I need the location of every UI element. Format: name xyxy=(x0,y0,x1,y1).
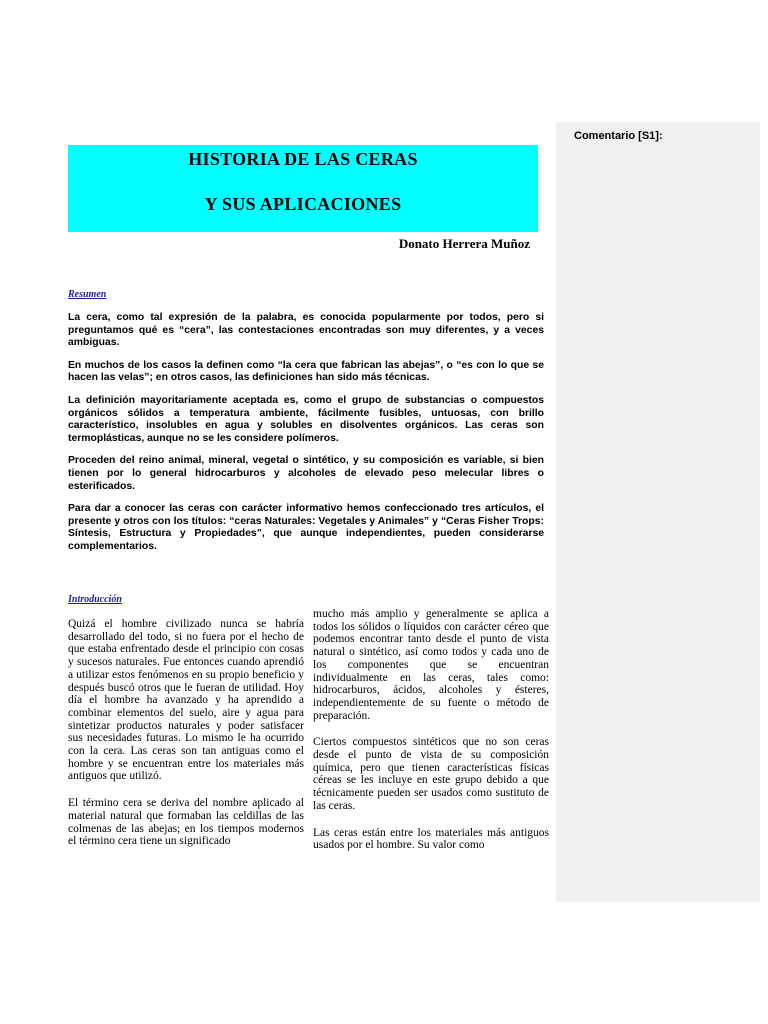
abstract-paragraph: Proceden del reino animal, mineral, vegetal o sintético, y su composición es variable, si bien tienen por lo general hidrocarburos y alcoholes de elevado peso melecular libres o esterificados. xyxy=(68,455,544,492)
title-box xyxy=(68,145,538,232)
comment-title: Comentario [S1]: xyxy=(574,130,663,142)
author-name: Donato Herrera Muñoz xyxy=(398,236,530,251)
abstract-paragraph: Para dar a conocer las ceras con carácter informativo hemos confeccionado tres artículos, el presente y otros con los títulos: “ceras Naturales: Vegetales y Animales” y “Ceras Fisher Trops: Síntesis, Estructura y Propiedades”, que aunque independientes, pueden considerarse complementarios. xyxy=(68,503,544,552)
abstract-body xyxy=(68,312,544,564)
abstract-paragraph: La definición mayoritariamente aceptada es, como el grupo de substancias o compuestos orgánicos sólidos a temperatura ambiente, fácilmente fusibles, untuosas, con brillo característico, insolubles en agua y solubles en disolventes orgánicos. Las ceras son termoplásticas, aunque no se les considere polímeros. xyxy=(68,394,544,444)
abstract-label: Resumen xyxy=(68,289,107,300)
comment-pane xyxy=(556,122,760,902)
right-column-paragraph: Ciertos compuestos sintéticos que no son ceras desde el punto de vista de su composición química, pero que tienen características físicas céreas se les incluye en este grupo debido a que técnicamente pueden ser usados como sustituto de las ceras. xyxy=(313,736,549,812)
introduction-label: Introducción xyxy=(68,594,122,605)
right-column-paragraph: Las ceras están entre los materiales más antiguos usados por el hombre. Su valor como xyxy=(313,826,549,852)
right-column-paragraph: mucho más amplio y generalmente se aplica a todos los sólidos o líquidos con carácter céreo que podemos encontrar tanto desde el punto de vista natural o sintético, así como todos y cada uno de los componentes que se encuentran individualmente en las ceras, tales como: hidrocarburos, ácidos, alcoholes y ésteres, independientemente de su fuente o método de preparación. xyxy=(313,608,549,722)
left-column-paragraph: El término cera se deriva del nombre aplicado al material natural que formaban las celdillas de las colmenas de las abejas; en los tiempos modernos el término cera tiene un significado xyxy=(68,797,304,848)
left-column-paragraph: Quizá el hombre civilizado nunca se habría desarrollado del todo, si no fuera por el hecho de que estaba enfrentado desde el principio con cosas y sucesos naturales. Fue entonces cuando aprendió a utilizar estos fenómenos en su propio beneficio y después buscó otros que le fueran de utilidad. Hoy día el hombre ha avanzado y ha aprendido a combinar elementos del suelo, aire y agua para sintetizar productos naturales y poder satisfacer sus necesidades futuras. Lo mismo le ha ocurrido con la cera. Las ceras son tan antiguas como el hombre y se encuentran entre los materiales más antiguos que utilizó. xyxy=(68,618,304,783)
left-column xyxy=(68,618,304,862)
title-line-2: Y SUS APLICACIONES xyxy=(204,194,402,214)
abstract-paragraph: La cera, como tal expresión de la palabra, es conocida popularmente por todos, pero si preguntamos qué es “cera”, las contestaciones encontradas son muy diferentes, y a veces ambiguas. xyxy=(68,312,544,349)
title-line-1: HISTORIA DE LAS CERAS xyxy=(188,149,418,169)
right-column xyxy=(313,608,549,866)
abstract-paragraph: En muchos de los casos la definen como “la cera que fabrican las abejas”, o “es con lo que se hacen las velas”; en otros casos, las definiciones han sido más técnicas. xyxy=(68,359,544,384)
